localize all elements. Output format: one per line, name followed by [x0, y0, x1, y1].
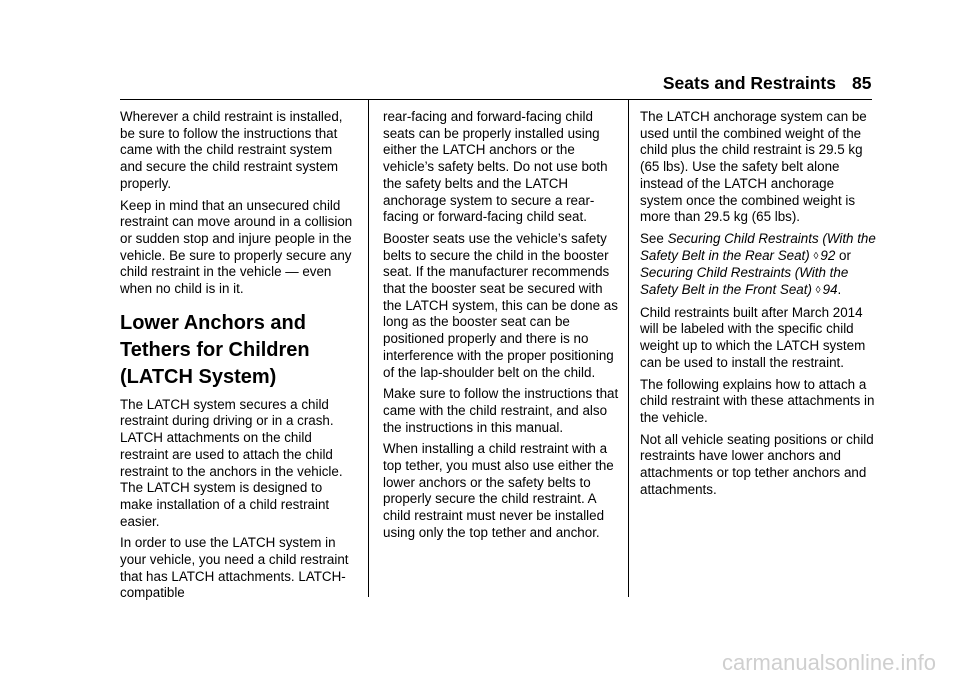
column-divider-1 [368, 99, 369, 597]
paragraph: rear-facing and forward-facing child seats can be properly installed using either the LATCH anchors or the vehicle’s safety belts. Do not use both the safety belts and the LATCH anchorage system to secure a rear-facing or forward-facing child seat. [383, 109, 608, 225]
page-number: 85 [852, 73, 872, 93]
heading-line: Tethers for Children [120, 338, 310, 361]
section-heading [120, 310, 356, 391]
page-reference-icon: ◊ [815, 285, 821, 297]
or-word: or [839, 247, 851, 263]
paragraph: Make sure to follow the instructions that came with the child restraint, and also the instructions in this manual. [383, 386, 619, 435]
page-reference[interactable]: 92 [820, 247, 836, 263]
page-reference-icon: ◊ [813, 250, 819, 262]
section-title: Seats and Restraints [662, 73, 836, 93]
paragraph: Wherever a child restraint is installed, be sure to follow the instructions that came with the child restraint system and secure the child restraint system properly. [120, 109, 343, 191]
paragraph: Child restraints built after March 2014 will be labeled with the specific child weight up to which the LATCH system can be used to install the restraint. [640, 304, 866, 370]
see-word: See [640, 230, 664, 246]
paragraph: The LATCH system secures a child restraint during driving or in a crash. LATCH attachments on the child restraint are used to attach the child restraint to the anchors in the vehicle. The LATCH system is designed to make installation of a child restraint easier. [120, 396, 343, 529]
text-column-2 [383, 109, 619, 547]
paragraph: Not all vehicle seating positions or child restraints have lower anchors and attachments or top tether anchors and attachments. [640, 431, 874, 497]
cross-reference-paragraph [640, 231, 876, 300]
paragraph: Booster seats use the vehicle’s safety belts to secure the child in the booster seat. If the manufacturer recommends that the booster seat be secured with the LATCH system, this can be done as long as the booster seat can be positioned properly and there is no interference with the proper positioning of the lap-shoulder belt on the child. [383, 230, 618, 380]
period: . [837, 282, 842, 298]
paragraph: When installing a child restraint with a top tether, you must also use either the lower anchors or the safety belts to properly secure the child restraint. A child restraint must never be installed using only the top tether and anchor. [383, 441, 614, 540]
paragraph: The following explains how to attach a child restraint with these attachments in the vehicle. [640, 376, 875, 425]
header-divider [120, 99, 872, 100]
paragraph: Keep in mind that an unsecured child restraint can move around in a collision or sudden stop and injure people in the vehicle. Be sure to properly secure any child restraint in the vehicle — even when no child is in it. [120, 197, 353, 297]
paragraph: In order to use the LATCH system in your vehicle, you need a child restraint that has LATCH attachments. LATCH-compatible [120, 535, 349, 601]
paragraph: The LATCH anchorage system can be used until the combined weight of the child plus the child restraint is 29.5 kg (65 lbs). Use the safety belt alone instead of the LATCH anchorage system once the combined weight is more than 29.5 kg (65 lbs). [640, 109, 867, 225]
text-column-3 [640, 109, 876, 503]
watermark: carmanualsonline.info [721, 650, 936, 675]
cross-reference-link[interactable]: Securing Child Restraints (With the Safety Belt in the Front Seat) [640, 265, 849, 298]
heading-line: Lower Anchors and [120, 311, 306, 334]
heading-line: (LATCH System) [120, 365, 277, 388]
page-reference[interactable]: 94 [822, 282, 838, 298]
column-divider-2 [628, 99, 629, 597]
cross-reference-link[interactable]: Securing Child Restraints (With the Safety Belt in the Rear Seat) [640, 230, 876, 263]
text-column-1 [120, 109, 356, 607]
